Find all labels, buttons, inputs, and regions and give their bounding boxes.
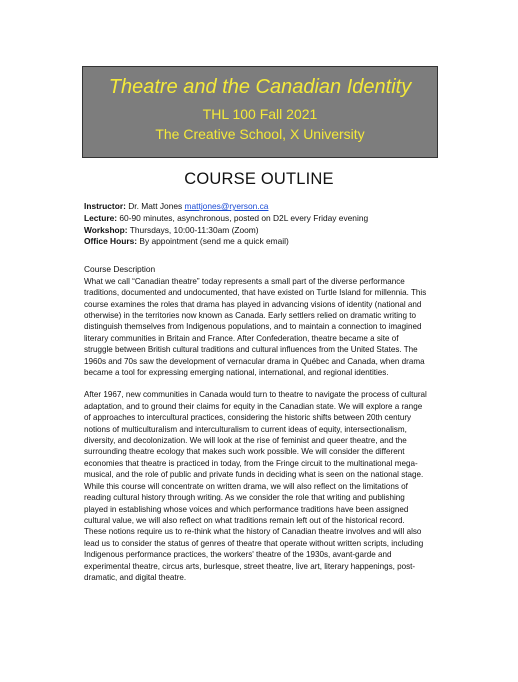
instructor-email-link[interactable]: mattjones@ryerson.ca <box>184 201 269 211</box>
instructor-label: Instructor: <box>84 201 126 211</box>
workshop-line <box>84 225 504 237</box>
course-description-heading: Course Description <box>84 264 156 274</box>
course-code: THL 100 Fall 2021 <box>202 106 318 122</box>
lecture-label: Lecture: <box>84 212 118 223</box>
course-description-section <box>84 264 436 583</box>
office-hours-label: Office Hours: <box>84 236 138 247</box>
instructor-name: Dr. Matt Jones <box>128 201 183 211</box>
workshop-value: Thursdays, 10:00-11:30am (Zoom) <box>129 224 259 235</box>
course-title: Theatre and the Canadian Identity <box>108 76 412 98</box>
office-hours-line <box>84 236 504 248</box>
instructor-line <box>84 201 504 213</box>
course-header-box <box>82 66 438 158</box>
workshop-label: Workshop: <box>84 224 128 235</box>
description-paragraph-1: What we call “Canadian theatre” today represents a small part of the diverse performance traditions, documented and undocumented, that have existed on Turtle Island for millennia. This course examines the roles that drama has played in advancing visions of identity (national and otherwise) in the territories now known as Canada. Early settlers relied on dramatic writing to distinguish themselves from Indigenous populations, and to maintain a connection to imagined literary communities in Britain and France. After Confederation, theatre became a site of struggle between British cultural traditions and cultural influences from the United States. The 1960s and 70s saw the development of vernacular drama in Québec and Canada, when drama became a tool for expressing emerging national, international, and regional identities. <box>84 276 427 378</box>
description-paragraph-2: After 1967, new communities in Canada would turn to theatre to navigate the process of cultural adaptation, and to ground their claims for equity in the Canadian state. We will explore a range of approaches to intercultural practices, considering the historic shifts between 20th century notions of multiculturalism and interculturalism to current ideas of equity, intersectionalism, diversity, and decolonization. We will look at the rise of feminist and queer theatre, and the surrounding theatre ecology that makes such work possible. We will consider the different economies that theatre is practiced in today, from the Fringe circuit to the multinational mega- musical, and the role of public and private funds in deciding what is seen on the national stage. While this course will concentrate on written drama, we will also reflect on the limitations of reading cultural history through writing. As we consider the role that writing and publishing played in establishing whose voices and which performance traditions have been assigned cultural value, we will also reflect on what traditions remain left out of the historical record. These notions require us to re-think what the history of Canadian theatre involves and will also lead us to consider the status of genres of theatre that operate without written scripts, including Indigenous performance practices, the workers' theatre of the 1930s, avant-garde and experimental theatre, circus arts, burlesque, street theatre, live art, literary happenings, post- dramatic, and digital theatre. <box>84 390 427 582</box>
course-info-block <box>84 201 504 248</box>
outline-heading: COURSE OUTLINE <box>184 170 334 188</box>
school-name: The Creative School, X University <box>155 126 365 142</box>
lecture-value: 60-90 minutes, asynchronous, posted on D2L every Friday evening <box>119 212 369 223</box>
lecture-line <box>84 213 504 225</box>
office-hours-value: By appointment (send me a quick email) <box>139 236 289 247</box>
